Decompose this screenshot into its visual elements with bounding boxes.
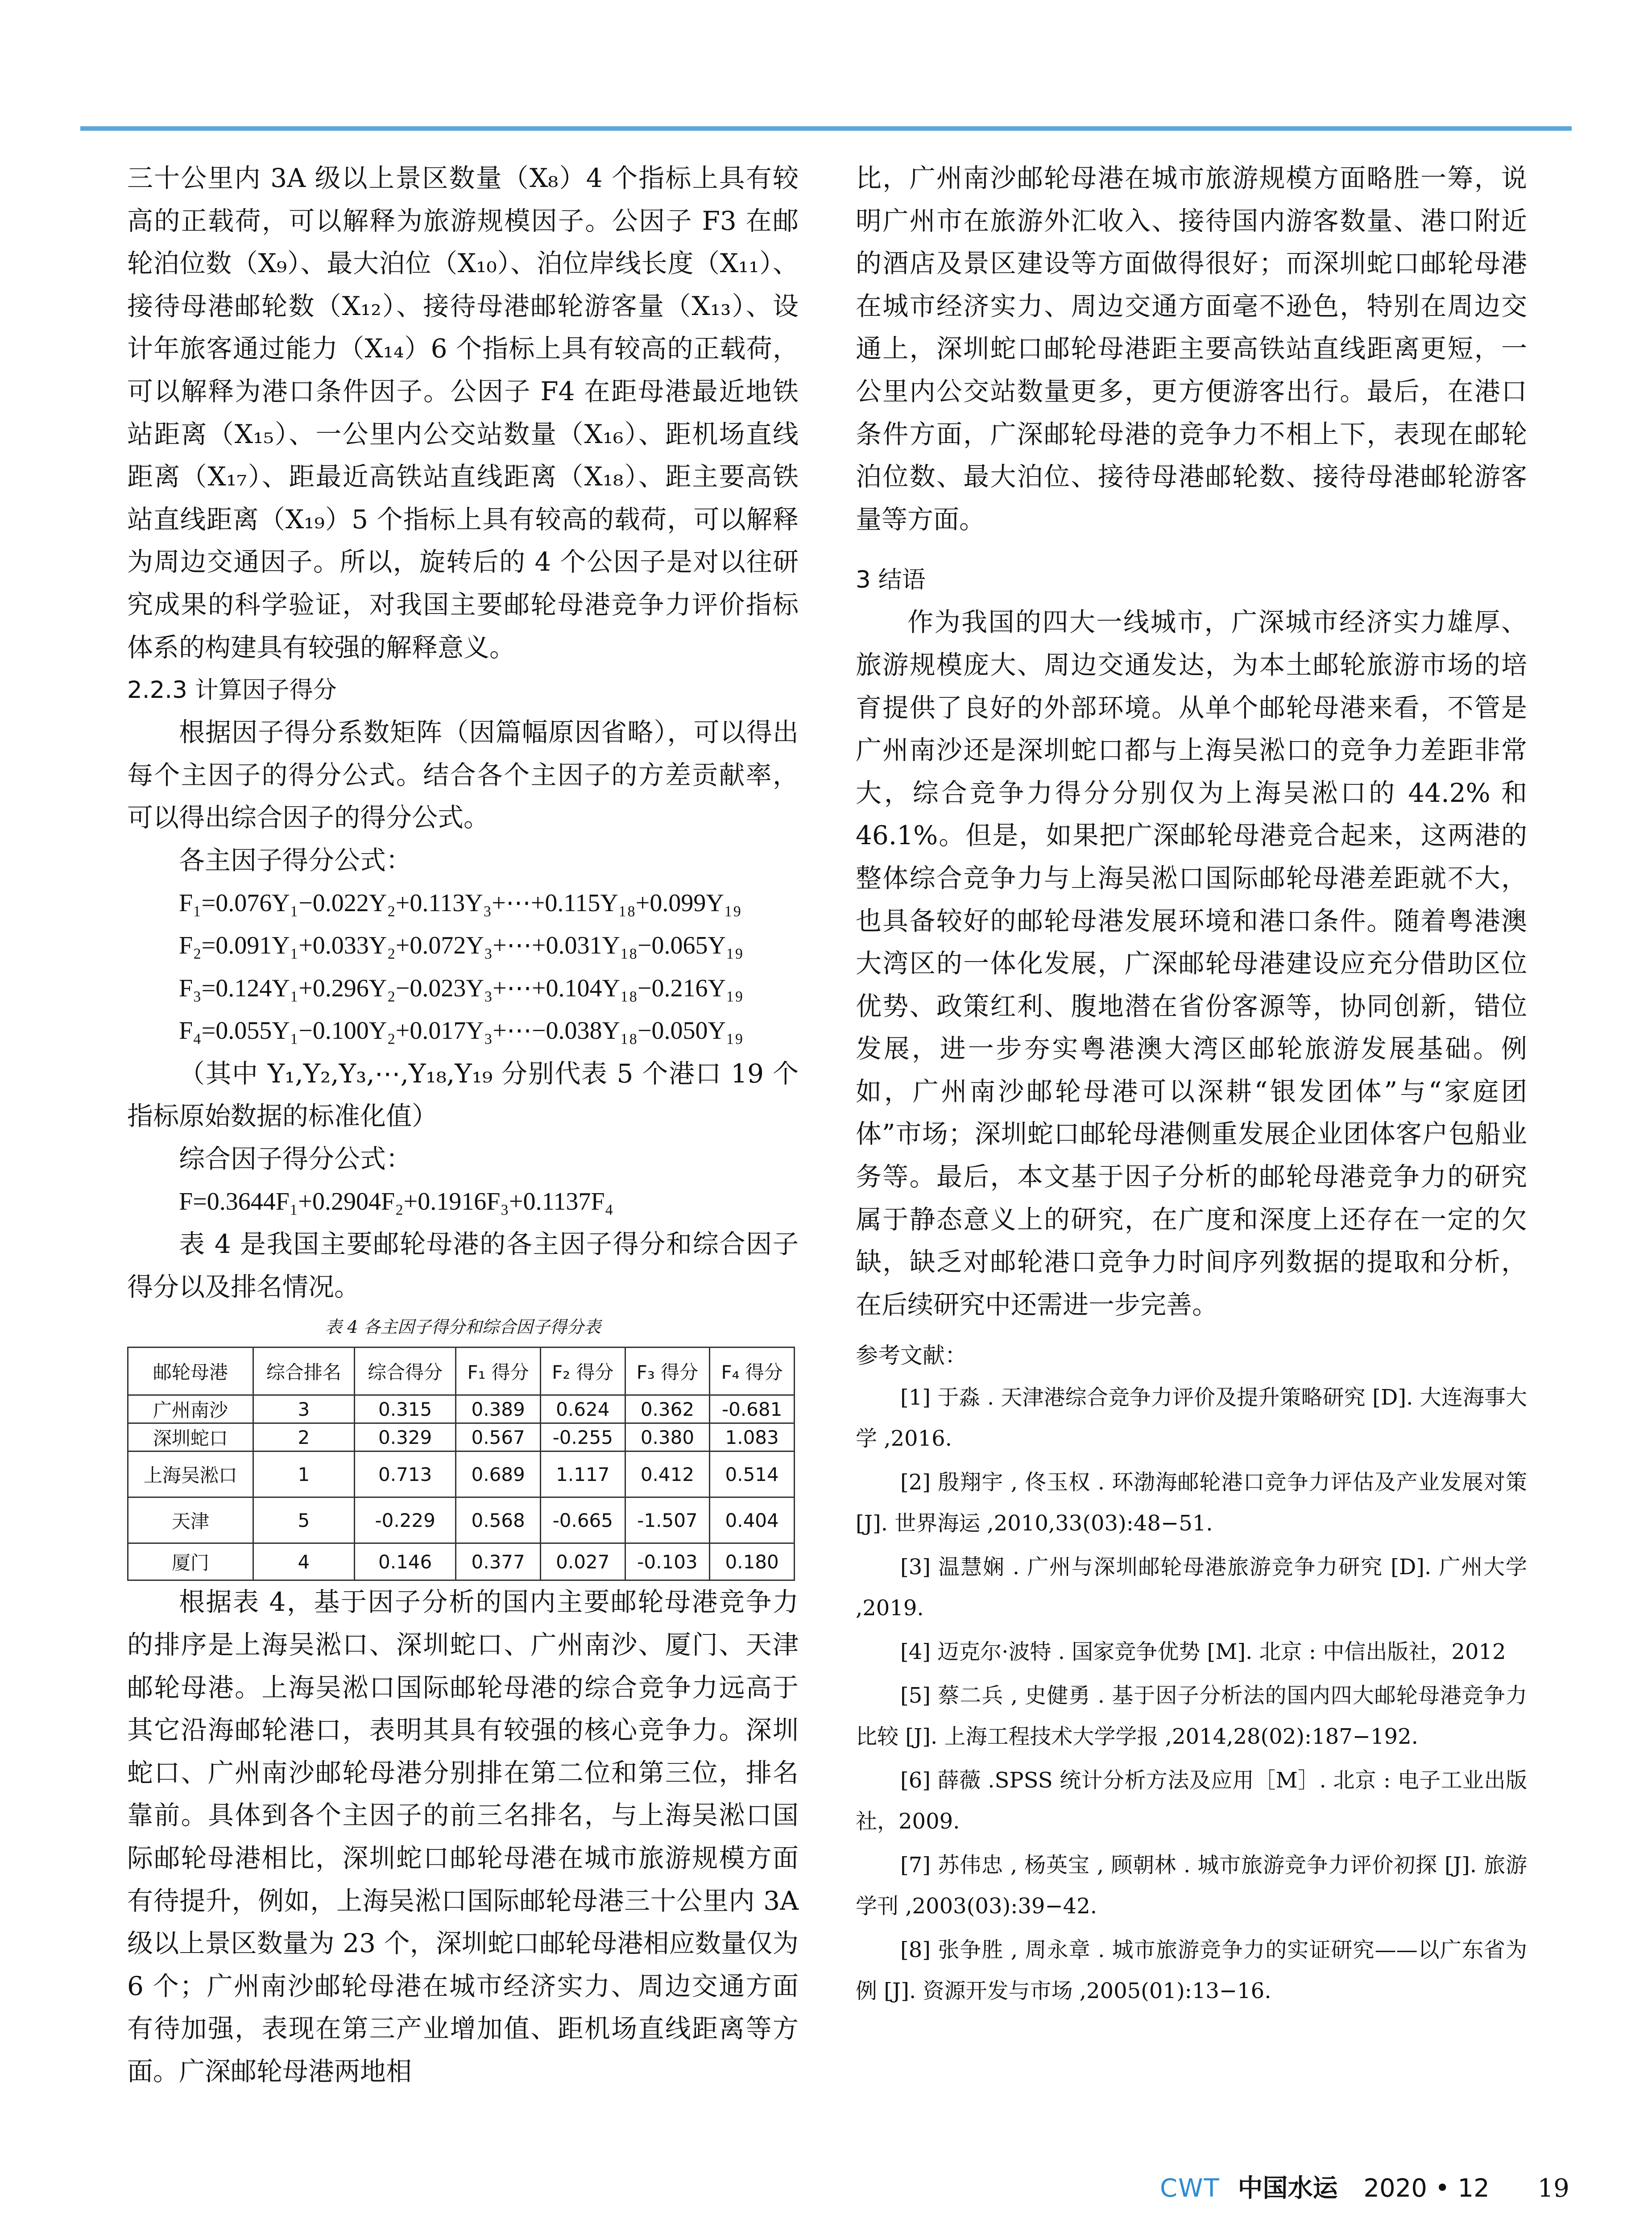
paragraph: 各主因子得分公式： [179,845,412,875]
right-column [856,157,1527,2014]
table-row [128,1423,795,1451]
table-cell: 0.624 [540,1395,625,1423]
table-cell: 0.567 [456,1423,541,1451]
table-row [128,1451,795,1497]
reference-item: [2] 殷翔宇 , 佟玉权 . 环渤海邮轮港口竞争力评估及产业发展对策 [J]. 世界海运 ,2010,33(03):48−51. [856,1470,1527,1536]
paragraph: 根据因子得分系数矩阵（因篇幅原因省略），可以得出每个主因子的得分公式。结合各个主因子的方差贡献率，可以得出综合因子的得分公式。 [127,717,799,833]
table-header-cell: F₄ 得分 [710,1348,795,1395]
reference-item: [7] 苏伟忠 , 杨英宝 , 顾朝林 . 城市旅游竞争力评价初探 [J]. 旅游学刊 ,2003(03):39−42. [856,1853,1527,1919]
table-cell: 0.514 [710,1451,795,1497]
left-column [127,157,799,2093]
table-cell: 厦门 [128,1543,253,1580]
table-cell: 0.713 [354,1451,455,1497]
reference-item: [8] 张争胜 , 周永章 . 城市旅游竞争力的实证研究——以广东省为例 [J]. 资源开发与市场 ,2005(01):13−16. [856,1937,1527,2004]
paragraph: 作为我国的四大一线城市，广深城市经济实力雄厚、旅游规模庞大、周边交通发达，为本土邮轮旅游市场的培育提供了良好的外部环境。从单个邮轮母港来看，不管是广州南沙还是深圳蛇口都与上海吴淞口的竞争力差距非常大，综合竞争力得分分别仅为上海吴淞口的 44.2% 和 46.1%。但是，如果把广深邮轮母港竞合起来，这两港的整体综合竞争力与上海吴淞口国际邮轮母港差距就不大，也具备较好的邮轮母港发展环境和港口条件。随着粤港澳大湾区的一体化发展，广深邮轮母港建设应充分借助区位优势、政策红利、腹地潜在省份客源等，协同创新，错位发展，进一步夯实粤港澳大湾区邮轮旅游发展基础。例如，广州南沙邮轮母港可以深耕“银发团体”与“家庭团体”市场；深圳蛇口邮轮母港侧重发展企业团体客户包船业务等。最后，本文基于因子分析的邮轮母港竞争力的研究属于静态意义上的研究，在广度和深度上还存在一定的欠缺，缺乏对邮轮港口竞争力时间序列数据的提取和分析，在后续研究中还需进一步完善。 [856,607,1527,1320]
table-cell: 0.404 [710,1497,795,1543]
references-heading: 参考文献： [856,1343,967,1369]
table-header-cell: 综合排名 [253,1348,354,1395]
table-cell: 0.027 [540,1543,625,1580]
reference-item: [5] 蔡二兵 , 史健勇 . 基于因子分析法的国内四大邮轮母港竞争力比较 [J]. 上海工程技术大学学报 ,2014,28(02):187−192. [856,1683,1527,1750]
journal-name: 中国水运 [1238,2173,1338,2203]
table-cell: 上海吴淞口 [128,1451,253,1497]
table-cell: -1.507 [625,1497,710,1543]
table-header-cell: 综合得分 [354,1348,455,1395]
reference-item: [3] 温慧娴 . 广州与深圳邮轮母港旅游竞争力研究 [D]. 广州大学 ,2019. [856,1555,1527,1621]
table-cell: 0.377 [456,1543,541,1580]
table-cell: 深圳蛇口 [128,1423,253,1451]
table-cell: 0.389 [456,1395,541,1423]
reference-item: [1] 于淼 . 天津港综合竞争力评价及提升策略研究 [D]. 大连海事大学 ,2016. [856,1385,1527,1451]
table-cell: -0.103 [625,1543,710,1580]
table-cell: 0.568 [456,1497,541,1543]
table-header-cell: F₁ 得分 [456,1348,541,1395]
paragraph: 根据表 4，基于因子分析的国内主要邮轮母港竞争力的排序是上海吴淞口、深圳蛇口、广州南沙、厦门、天津邮轮母港。上海吴淞口国际邮轮母港的综合竞争力远高于其它沿海邮轮港口，表明其具有较强的核心竞争力。深圳蛇口、广州南沙邮轮母港分别排在第二位和第三位，排名靠前。具体到各个主因子的前三名排名，与上海吴淞口国际邮轮母港相比，深圳蛇口邮轮母港在城市旅游规模方面有待提升，例如，上海吴淞口国际邮轮母港三十公里内 3A 级以上景区数量为 23 个，深圳蛇口邮轮母港相应数量仅为 6 个；广州南沙邮轮母港在城市经济实力、周边交通方面有待加强，表现在第三产业增加值、距机场直线距离等方面。广深邮轮母港两地相 [127,1587,799,2086]
formula-f4: F₄=0.055Y₁−0.100Y₂+0.017Y₃+⋯−0.038Y₁₈−0.050Y₁₉ [179,1017,744,1045]
table-cell: 0.689 [456,1451,541,1497]
issue-number: 2020 • 12 [1363,2174,1490,2203]
table-cell: 5 [253,1497,354,1543]
table-cell: -0.665 [540,1497,625,1543]
table-cell: 0.315 [354,1395,455,1423]
table-cell: 天津 [128,1497,253,1543]
paragraph: 三十公里内 3A 级以上景区数量（X₈）4 个指标上具有较高的正载荷，可以解释为旅游规模因子。公因子 F3 在邮轮泊位数（X₉）、最大泊位（X₁₀）、泊位岸线长度（X₁₁）、接待母港邮轮数（X₁₂）、接待母港邮轮游客量（X₁₃）、设计年旅客通过能力（X₁₄）6 个指标上具有较高的正载荷，可以解释为港口条件因子。公因子 F4 在距母港最近地铁站距离（X₁₅）、一公里内公交站数量（X₁₆）、距机场直线距离（X₁₇）、距最近高铁站直线距离（X₁₈）、距主要高铁站直线距离（X₁₉）5 个指标上具有较高的载荷，可以解释为周边交通因子。所以，旋转后的 4 个公因子是对以往研究成果的科学验证，对我国主要邮轮母港竞争力评价指标体系的构建具有较强的解释意义。 [127,163,799,663]
table-cell: 0.146 [354,1543,455,1580]
table-header-cell: F₂ 得分 [540,1348,625,1395]
formula-f2: F₂=0.091Y₁+0.033Y₂+0.072Y₃+⋯+0.031Y₁₈−0.065Y₁₉ [179,932,744,960]
table-cell: 1.083 [710,1423,795,1451]
formula-f3: F₃=0.124Y₁+0.296Y₂−0.023Y₃+⋯+0.104Y₁₈−0.216Y₁₉ [179,974,744,1002]
table-row [128,1497,795,1543]
score-table [127,1347,795,1581]
table-header-row [128,1348,795,1395]
paragraph: 表 4 是我国主要邮轮母港的各主因子得分和综合因子得分以及排名情况。 [127,1229,799,1302]
table-header-cell: 邮轮母港 [128,1348,253,1395]
table-cell: -0.681 [710,1395,795,1423]
formula-f1: F₁=0.076Y₁−0.022Y₂+0.113Y₃+⋯+0.115Y₁₈+0.099Y₁₉ [179,889,741,917]
table-cell: 1.117 [540,1451,625,1497]
table-cell: 0.180 [710,1543,795,1580]
section-heading: 3 结语 [856,566,926,594]
table-cell: 广州南沙 [128,1395,253,1423]
reference-item: [6] 薛薇 .SPSS 统计分析方法及应用［M］. 北京 : 电子工业出版社，2009. [856,1768,1527,1834]
table-cell: 4 [253,1543,354,1580]
table-cell: 1 [253,1451,354,1497]
table-cell: 0.412 [625,1451,710,1497]
journal-logo: CWT [1160,2174,1220,2203]
table-cell: -0.229 [354,1497,455,1543]
table-cell: 0.380 [625,1423,710,1451]
table-cell: 0.329 [354,1423,455,1451]
formula-composite: F=0.3644F₁+0.2904F₂+0.1916F₃+0.1137F₄ [179,1187,614,1215]
table-cell: 0.362 [625,1395,710,1423]
table-row [128,1543,795,1580]
header-rule [80,126,1572,131]
table-cell: 3 [253,1395,354,1423]
reference-item: [4] 迈克尔·波特 . 国家竞争优势 [M]. 北京 : 中信出版社，2012 [900,1639,1506,1665]
table-caption: 表 4 各主因子得分和综合因子得分表 [325,1317,601,1337]
table-row [128,1395,795,1423]
table-cell: 2 [253,1423,354,1451]
paragraph: 比，广州南沙邮轮母港在城市旅游规模方面略胜一筹，说明广州市在旅游外汇收入、接待国内游客数量、港口附近的酒店及景区建设等方面做得很好；而深圳蛇口邮轮母港在城市经济实力、周边交通方面毫不逊色，特别在周边交通上，深圳蛇口邮轮母港距主要高铁站直线距离更短，一公里内公交站数量更多，更方便游客出行。最后，在港口条件方面，广深邮轮母港的竞争力不相上下，表现在邮轮泊位数、最大泊位、接待母港邮轮数、接待母港邮轮游客量等方面。 [856,163,1527,535]
table-header-cell: F₃ 得分 [625,1348,710,1395]
paragraph: 综合因子得分公式： [179,1144,412,1174]
paragraph: （其中 Y₁,Y₂,Y₃,⋯,Y₁₈,Y₁₉ 分别代表 5 个港口 19 个指标原始数据的标准化值） [127,1058,799,1132]
page-footer [1160,2169,1569,2204]
page-number: 19 [1537,2174,1569,2203]
table-cell: -0.255 [540,1423,625,1451]
section-heading: 2.2.3 计算因子得分 [127,676,337,704]
